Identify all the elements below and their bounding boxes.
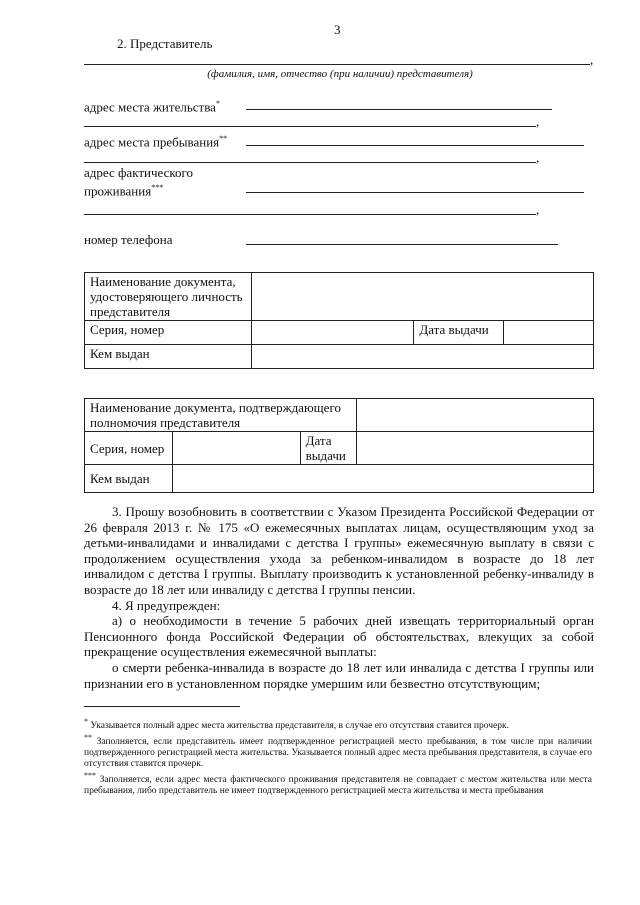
identity-document-table	[84, 272, 594, 369]
authority-series-cell[interactable]	[172, 432, 300, 465]
authority-issue-date-label: Дата выдачи	[300, 432, 356, 465]
representative-name-line[interactable]	[84, 64, 590, 65]
footnote-separator	[84, 706, 240, 707]
stay-line-2[interactable]	[84, 162, 536, 163]
identity-series-cell[interactable]	[251, 321, 414, 345]
footnote-1: * Указывается полный адрес места жительства представителя, в случае его отсутствия ставится прочерк.	[84, 717, 509, 732]
paragraph-4: 4. Я предупрежден:	[112, 597, 221, 613]
paragraph-4a-1: о смерти ребенка-инвалида в возрасте до 18 лет или инвалида с детства I группы или признании его в установленном порядке умершим или безвестно отсутствующим;	[84, 659, 594, 691]
name-caption: (фамилия, имя, отчество (при наличии) представителя)	[207, 68, 473, 80]
residence-line-2[interactable]	[84, 126, 536, 127]
identity-series-label: Серия, номер	[85, 321, 252, 345]
stay-label: адрес места пребывания**	[84, 134, 228, 150]
footnotes	[84, 716, 592, 797]
actual-residence-line-1[interactable]	[246, 192, 584, 193]
comma: ,	[590, 52, 594, 67]
identity-issued-by-cell[interactable]	[251, 345, 593, 369]
comma: ,	[536, 202, 540, 217]
authority-doc-name-label: Наименование документа, подтверждающего полномочия представителя	[85, 399, 357, 432]
authority-issued-by-cell[interactable]	[172, 465, 593, 493]
paragraph-4a: а) о необходимости в течение 5 рабочих дней извещать территориальный орган Пенсионного фонда Российской Федерации об обстоятельствах, влекущих за собой прекращение осуществления ежемесячной выплаты:	[84, 613, 594, 660]
stay-line-1[interactable]	[246, 145, 584, 146]
footnote-3: *** Заполняется, если адрес места фактического проживания представителя не совпадает с местом жительства или места пребывания, либо представитель не имеет подтвержденного регистрацией места жительства и места пребывания	[84, 771, 593, 797]
identity-issued-by-label: Кем выдан	[85, 345, 252, 369]
phone-label: номер телефона	[84, 232, 173, 247]
residence-line-1[interactable]	[246, 109, 552, 110]
identity-issue-date-cell[interactable]	[504, 321, 594, 345]
authority-doc-name-cell[interactable]	[356, 399, 593, 432]
comma: ,	[536, 114, 540, 129]
phone-line[interactable]	[246, 244, 558, 245]
footnote-2: ** Заполняется, если представитель имеет подтвержденное регистрацией место пребывания, в том числе при наличии подтвержденного регистрацией места жительства. Указывается полный адрес места пребывания представителя, в случае его отсутствия ставится прочерк.	[84, 733, 592, 770]
identity-issue-date-label: Дата выдачи	[414, 321, 504, 345]
section-heading: 2. Представитель	[117, 36, 213, 51]
identity-doc-name-label: Наименование документа, удостоверяющего личность представителя	[85, 273, 252, 321]
residence-label: адрес места жительства*	[84, 99, 220, 115]
paragraph-3: 3. Прошу возобновить в соответствии с Указом Президента Российской Федерации от 26 февраля 2013 г. № 175 «О ежемесячных выплатах лицам, осуществляющим уход за детьми-инвалидами и инвалидами с детства I группы» ежемесячную выплату в связи с продолжением осуществления ухода за ребенком-инвалидом в возрасте до 18 лет инвалидом с детства I группы. Выплату производить к установленной ребенку-инвалиду в возрасте до 18 лет или инвалиду с детства I группы пенсии.	[84, 504, 594, 597]
comma: ,	[536, 150, 540, 165]
authority-issue-date-cell[interactable]	[356, 432, 593, 465]
page-number: 3	[334, 22, 341, 37]
body-text	[84, 504, 594, 691]
actual-residence-line-2[interactable]	[84, 214, 536, 215]
actual-residence-label-1: адрес фактического	[84, 165, 194, 180]
authority-issued-by-label: Кем выдан	[85, 465, 173, 493]
actual-residence-label-2: проживания***	[84, 183, 164, 199]
identity-doc-name-cell[interactable]	[251, 273, 593, 321]
authority-document-table	[84, 398, 594, 493]
authority-series-label: Серия, номер	[85, 432, 173, 465]
